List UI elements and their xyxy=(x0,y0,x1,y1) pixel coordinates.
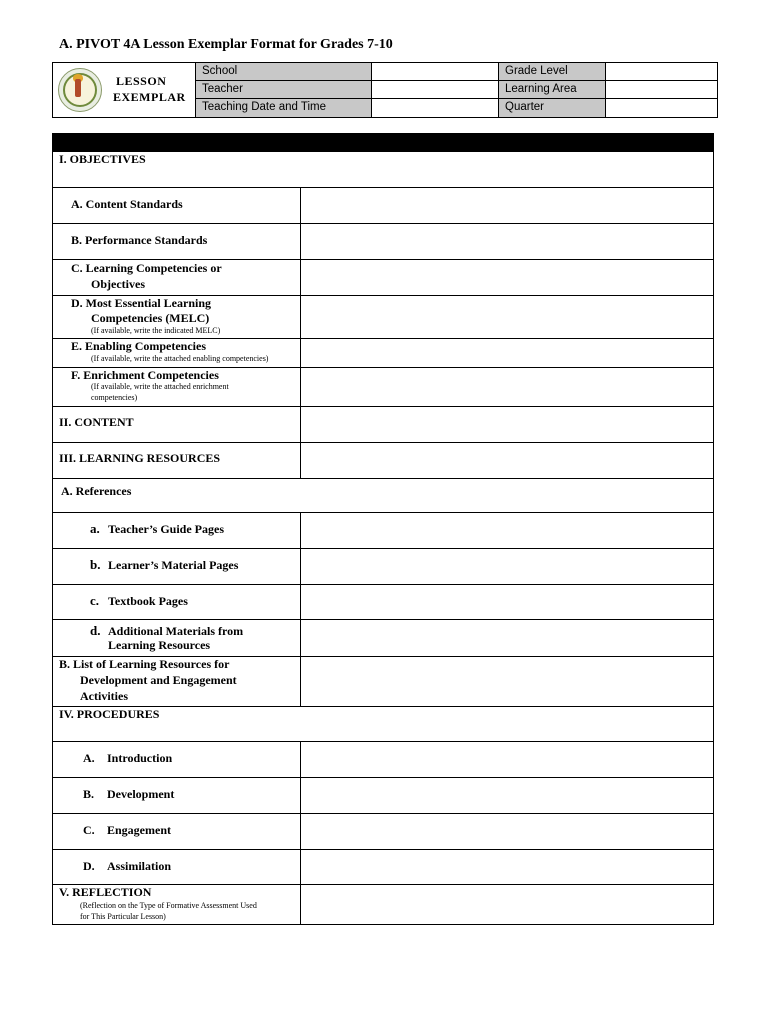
list-resources-label-3: Activities xyxy=(80,689,128,703)
additional-materials-cell[interactable] xyxy=(301,620,713,656)
content-standards-cell[interactable] xyxy=(301,188,713,223)
reflection-cell[interactable] xyxy=(301,885,713,924)
additional-materials-marker: d. xyxy=(90,623,101,638)
melc-cell[interactable] xyxy=(301,296,713,338)
enabling-note: (If available, write the attached enabling competencies) xyxy=(91,354,269,363)
row-teachers-guide xyxy=(53,512,713,548)
row-development xyxy=(53,777,713,813)
additional-materials-label-2: Learning Resources xyxy=(108,638,211,652)
melc-label: D. Most Essential Learning xyxy=(71,296,212,310)
grade-level-field[interactable] xyxy=(606,63,717,81)
row-procedures xyxy=(53,706,713,741)
references-heading: A. References xyxy=(61,484,132,498)
reflection-note-2: for This Particular Lesson) xyxy=(80,912,166,921)
row-content-standards xyxy=(53,187,713,223)
learners-material-label: Learner’s Material Pages xyxy=(108,558,239,572)
learning-competencies-label-2: Objectives xyxy=(91,277,145,291)
row-melc xyxy=(53,295,713,338)
introduction-label: Introduction xyxy=(107,751,173,765)
grade-level-label: Grade Level xyxy=(499,63,606,81)
melc-label-2: Competencies (MELC) xyxy=(91,311,210,325)
lesson-plan-table xyxy=(52,133,714,925)
engagement-label: Engagement xyxy=(107,823,171,837)
row-engagement xyxy=(53,813,713,849)
row-enabling xyxy=(53,338,713,367)
content-standards-label: A. Content Standards xyxy=(71,197,183,211)
enrichment-label: F. Enrichment Competencies xyxy=(71,368,219,382)
textbook-label: Textbook Pages xyxy=(108,594,188,608)
row-performance-standards xyxy=(53,223,713,259)
melc-note: (If available, write the indicated MELC) xyxy=(91,326,221,335)
procedures-heading: IV. PROCEDURES xyxy=(59,707,160,721)
school-field[interactable] xyxy=(372,63,499,81)
engagement-cell[interactable] xyxy=(301,814,713,849)
row-objectives xyxy=(53,151,713,187)
assimilation-label: Assimilation xyxy=(107,859,172,873)
document-title: A. PIVOT 4A Lesson Exemplar Format for Grades 7-10 xyxy=(59,37,393,52)
textbook-marker: c. xyxy=(90,593,100,608)
enrichment-note-2: competencies) xyxy=(91,393,138,402)
school-label: School xyxy=(196,63,372,81)
logo-cell xyxy=(53,63,196,117)
learning-competencies-label: C. Learning Competencies or xyxy=(71,261,222,275)
reflection-note: (Reflection on the Type of Formative Assessment Used xyxy=(80,901,257,910)
row-learners-material xyxy=(53,548,713,584)
content-heading: II. CONTENT xyxy=(59,415,134,429)
row-textbook xyxy=(53,584,713,619)
list-resources-label-2: Development and Engagement xyxy=(80,673,237,687)
development-cell[interactable] xyxy=(301,778,713,813)
learning-area-label: Learning Area xyxy=(499,81,606,99)
performance-standards-cell[interactable] xyxy=(301,224,713,259)
objectives-heading: I. OBJECTIVES xyxy=(59,152,146,166)
list-resources-label: B. List of Learning Resources for xyxy=(59,657,230,671)
row-learning-competencies xyxy=(53,259,713,295)
teacher-label: Teacher xyxy=(196,81,372,99)
header-table xyxy=(52,62,718,118)
assimilation-marker: D. xyxy=(83,859,95,873)
performance-standards-label: B. Performance Standards xyxy=(71,233,208,247)
additional-materials-label: Additional Materials from xyxy=(108,624,244,638)
row-list-of-resources xyxy=(53,656,713,706)
enabling-label: E. Enabling Competencies xyxy=(71,339,207,353)
row-learning-resources xyxy=(53,442,713,478)
teachers-guide-label: Teacher’s Guide Pages xyxy=(108,522,224,536)
row-enrichment xyxy=(53,367,713,406)
learning-resources-heading: III. LEARNING RESOURCES xyxy=(59,451,221,465)
assimilation-cell[interactable] xyxy=(301,850,713,884)
row-content xyxy=(53,406,713,442)
development-marker: B. xyxy=(83,787,95,801)
learners-material-marker: b. xyxy=(90,557,101,572)
reflection-heading: V. REFLECTION xyxy=(59,885,152,899)
row-assimilation xyxy=(53,849,713,884)
list-resources-cell[interactable] xyxy=(301,657,713,706)
row-introduction xyxy=(53,741,713,777)
textbook-cell[interactable] xyxy=(301,585,713,619)
deped-seal-icon xyxy=(58,68,102,112)
lesson-exemplar-label: LESSON EXEMPLAR xyxy=(113,74,186,104)
date-time-label: Teaching Date and Time xyxy=(196,99,372,117)
learning-area-field[interactable] xyxy=(606,81,717,99)
development-label: Development xyxy=(107,787,175,801)
table-header-bar xyxy=(53,134,713,151)
introduction-cell[interactable] xyxy=(301,742,713,777)
enrichment-note: (If available, write the attached enrichment xyxy=(91,382,229,391)
engagement-marker: C. xyxy=(83,823,95,837)
quarter-label: Quarter xyxy=(499,99,606,117)
learning-competencies-cell[interactable] xyxy=(301,260,713,295)
row-references xyxy=(53,478,713,512)
enabling-cell[interactable] xyxy=(301,339,713,367)
enrichment-cell[interactable] xyxy=(301,368,713,406)
learners-material-cell[interactable] xyxy=(301,549,713,584)
row-reflection xyxy=(53,884,713,924)
learning-resources-cell[interactable] xyxy=(301,443,713,478)
introduction-marker: A. xyxy=(83,751,95,765)
content-cell[interactable] xyxy=(301,407,713,442)
quarter-field[interactable] xyxy=(606,99,717,117)
date-time-field[interactable] xyxy=(372,99,499,117)
teacher-field[interactable] xyxy=(372,81,499,99)
teachers-guide-cell[interactable] xyxy=(301,513,713,548)
row-additional-materials xyxy=(53,619,713,656)
teachers-guide-marker: a. xyxy=(90,521,100,536)
